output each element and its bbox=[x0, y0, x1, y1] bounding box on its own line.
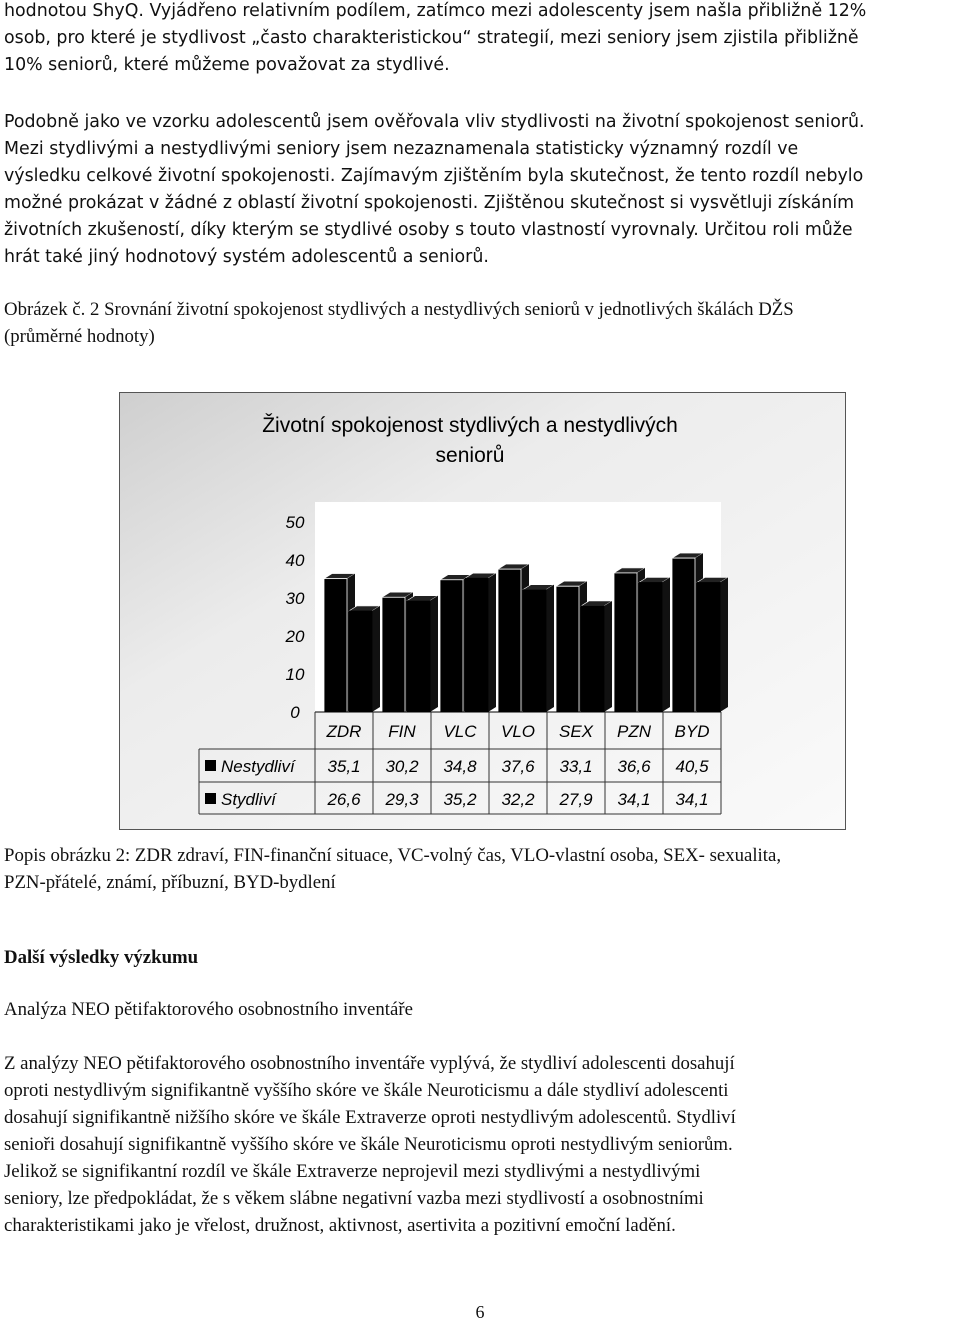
data-label: 29,3 bbox=[385, 790, 419, 809]
text-line: výsledku celkové životní spokojenosti. Zajímavým zjištěním byla skutečnost, že tento rozdíl nebylo bbox=[4, 166, 864, 186]
section-heading: Další výsledky výzkumu bbox=[4, 947, 199, 968]
bar-face bbox=[498, 569, 521, 712]
data-label: 30,2 bbox=[385, 757, 419, 776]
x-tick-label: SEX bbox=[558, 722, 594, 741]
bar-face bbox=[324, 579, 347, 712]
text-line: oproti nestydlivým signifikantně vyššího skóre ve škále Neuroticismu a dále stydliví adolescenti bbox=[4, 1080, 729, 1101]
text-line: seniory, lze předpokládat, že s věkem slábne negativní vazba mezi stydlivostí a osobnostními bbox=[4, 1188, 704, 1209]
x-tick-label: VLC bbox=[443, 722, 477, 741]
bar-face bbox=[581, 606, 604, 712]
text-line: senioři dosahují signifikantně vyššího skóre ve škále Neuroticismu oproti nestydlivým seniorům. bbox=[4, 1134, 733, 1155]
legend-swatch bbox=[205, 793, 216, 804]
data-label: 33,1 bbox=[559, 757, 593, 776]
bar-face bbox=[639, 582, 662, 712]
text-line: Jelikož se signifikantní rozdíl ve škále Extraverze neprojevil mezi stydlivými a nestydlivými bbox=[4, 1161, 701, 1182]
data-label: 32,2 bbox=[501, 790, 535, 809]
bar-face bbox=[672, 558, 695, 712]
y-tick-label: 0 bbox=[290, 703, 300, 722]
bar-stydlivi-vlc bbox=[465, 573, 496, 712]
data-label: 26,6 bbox=[327, 790, 361, 809]
bar-side bbox=[720, 577, 728, 712]
text-line: životních zkušeností, díky kterým se stydlivé osoby s touto vlastností vyrovnaly. Určitou roli může bbox=[4, 220, 853, 240]
y-tick-label: 10 bbox=[285, 665, 305, 684]
paragraph-neo-analysis bbox=[4, 1050, 956, 1239]
bar-stydlivi-zdr bbox=[349, 606, 380, 712]
bar-face bbox=[614, 573, 637, 712]
bar-side bbox=[662, 577, 670, 712]
bar-chart bbox=[119, 392, 846, 830]
paragraph-intro bbox=[4, 0, 956, 79]
data-label: 37,6 bbox=[501, 757, 535, 776]
page-number: 6 bbox=[475, 1302, 485, 1322]
plot-area bbox=[285, 502, 728, 722]
bar-face bbox=[697, 582, 720, 712]
text-line: Popis obrázku 2: ZDR zdraví, FIN-finanční situace, VC-volný čas, VLO-vlastní osoba, SEX- sexualita, bbox=[4, 845, 782, 866]
chart-title-line-2: seniorů bbox=[435, 444, 505, 467]
bar-side bbox=[430, 596, 438, 712]
x-tick-label: BYD bbox=[674, 722, 710, 741]
figure-legend-description bbox=[4, 842, 956, 896]
data-label: 34,8 bbox=[443, 757, 477, 776]
bar-stydlivi-vlo bbox=[523, 585, 554, 712]
bar-side bbox=[604, 601, 612, 712]
subsection-heading: Analýza NEO pětifaktorového osobnostního inventáře bbox=[4, 999, 413, 1020]
y-tick-label: 20 bbox=[285, 627, 305, 646]
x-tick-label: ZDR bbox=[326, 722, 362, 741]
bar-face bbox=[556, 586, 579, 712]
legend-label: Nestydliví bbox=[221, 757, 295, 776]
figure-caption bbox=[4, 296, 956, 350]
bar-face bbox=[382, 597, 405, 712]
y-tick-label: 50 bbox=[285, 513, 305, 532]
text-line: osob, pro které je stydlivost „často charakteristickou“ strategií, mezi seniory jsem zjistila přibližně bbox=[4, 28, 859, 48]
chart-svg bbox=[119, 392, 846, 830]
text-line: PZN-přátelé, známí, příbuzní, BYD-bydlení bbox=[4, 872, 336, 893]
bar-side bbox=[488, 573, 496, 712]
x-tick-label: VLO bbox=[500, 722, 536, 741]
text-line: (průměrné hodnoty) bbox=[4, 326, 155, 347]
bar-side bbox=[372, 606, 380, 712]
bar-side bbox=[546, 585, 554, 712]
chart-title-line-1: Životní spokojenost stydlivých a nestydlivých bbox=[262, 414, 678, 437]
text-line: možné prokázat v žádné z oblastí životní spokojenosti. Zjištěnou skutečnost si vysvětluji získáním bbox=[4, 193, 855, 213]
text-line: hrát také jiný hodnotový systém adolescentů a seniorů. bbox=[4, 247, 489, 267]
y-tick-label: 30 bbox=[285, 589, 305, 608]
y-tick-label: 40 bbox=[285, 551, 305, 570]
text-line: Mezi stydlivými a nestydlivými seniory jsem nezaznamenala statisticky významný rozdíl ve bbox=[4, 139, 799, 159]
text-line: charakteristikami jako je vřelost, družnost, aktivnost, asertivita a pozitivní emoční ladění. bbox=[4, 1215, 676, 1236]
data-label: 34,1 bbox=[617, 790, 651, 809]
bar-stydlivi-sex bbox=[581, 601, 612, 712]
text-line: Z analýzy NEO pětifaktorového osobnostního inventáře vyplývá, že stydliví adolescenti dosahují bbox=[4, 1053, 735, 1074]
bar-face bbox=[440, 580, 463, 712]
bar-stydlivi-fin bbox=[407, 596, 438, 712]
text-line: 10% seniorů, které můžeme považovat za stydlivé. bbox=[4, 55, 450, 75]
text-line: Podobně jako ve vzorku adolescentů jsem ověřovala vliv stydlivosti na životní spokojenost seniorů. bbox=[4, 112, 865, 132]
bar-face bbox=[523, 590, 546, 712]
text-line: dosahují signifikantně nižšího skóre ve škále Extraverze oproti nestydlivým adolescentů. Stydliví bbox=[4, 1107, 736, 1128]
data-label: 34,1 bbox=[675, 790, 709, 809]
text-line: hodnotou ShyQ. Vyjádřeno relativním podílem, zatímco mezi adolescenty jsem našla přibližně 12% bbox=[4, 1, 867, 21]
data-label: 35,2 bbox=[443, 790, 477, 809]
paragraph-life-satisfaction bbox=[4, 109, 956, 271]
legend-label: Stydliví bbox=[221, 790, 276, 809]
bar-stydlivi-pzn bbox=[639, 577, 670, 712]
x-tick-label: PZN bbox=[617, 722, 651, 741]
bar-face bbox=[349, 611, 372, 712]
legend-swatch bbox=[205, 760, 216, 771]
x-tick-label: FIN bbox=[388, 722, 416, 741]
bar-face bbox=[407, 601, 430, 712]
bar-stydlivi-byd bbox=[697, 577, 728, 712]
data-label: 27,9 bbox=[559, 790, 593, 809]
data-label: 40,5 bbox=[675, 757, 709, 776]
bar-face bbox=[465, 578, 488, 712]
data-label: 35,1 bbox=[327, 757, 361, 776]
data-label: 36,6 bbox=[617, 757, 651, 776]
text-line: Obrázek č. 2 Srovnání životní spokojenost stydlivých a nestydlivých seniorů v jednotlivých škálách DŽS bbox=[4, 299, 794, 320]
